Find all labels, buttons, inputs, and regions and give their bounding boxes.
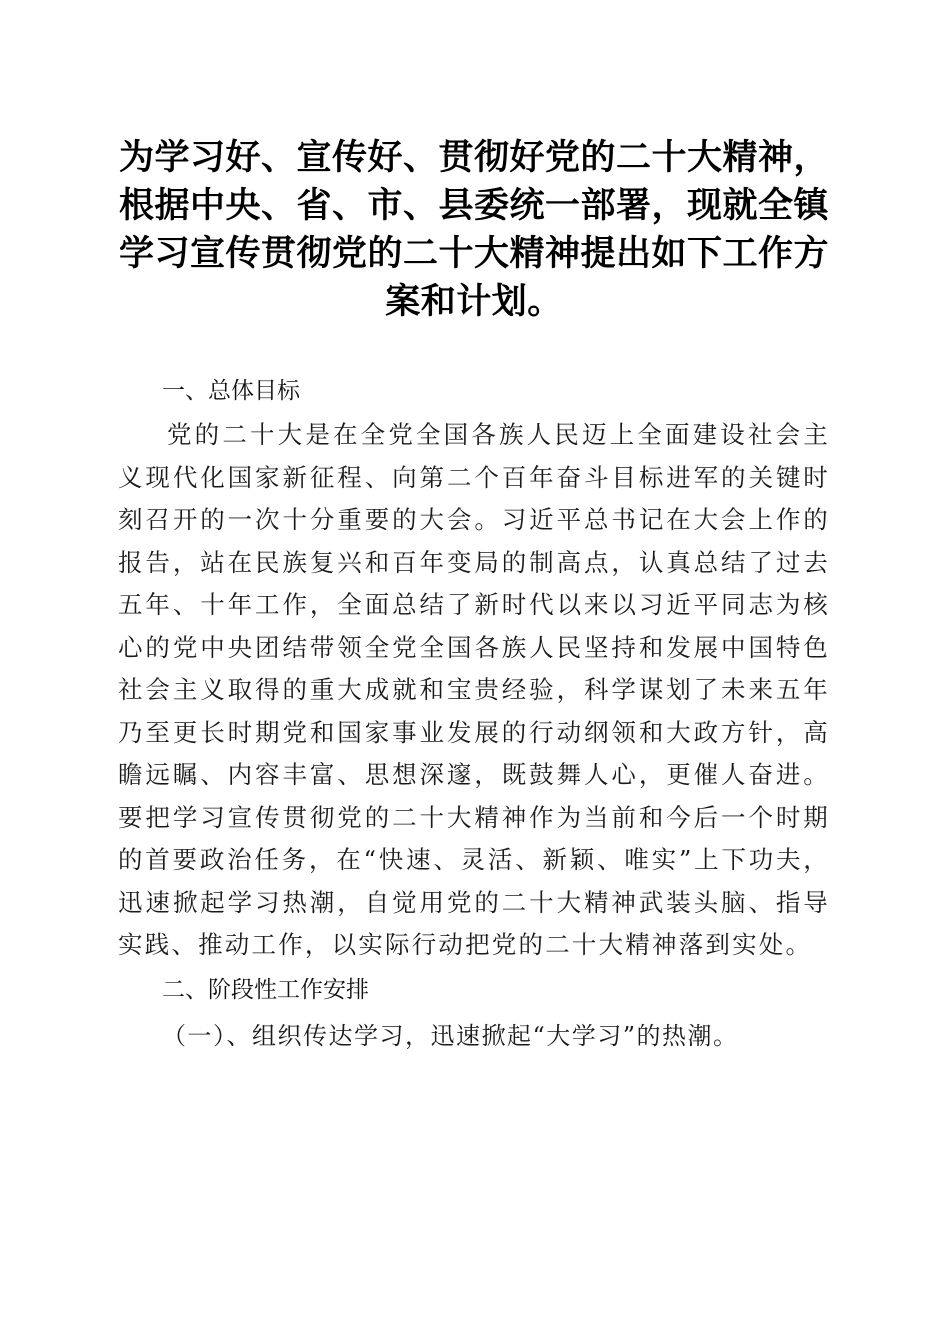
document-body (118, 368, 830, 1059)
document-title: 为学习好、宣传好、贯彻好党的二十大精神，根据中央、省、市、县委统一部署，现就全镇学习宣传贯彻党的二十大精神提出如下工作方案和计划。 (118, 137, 829, 322)
overall-goal-paragraph: 党的二十大是在全党全国各族人民迈上全面建设社会主义现代化国家新征程、向第二个百年奋斗目标进军的关键时刻召开的一次十分重要的大会。习近平总书记在大会上作的报告，站在民族复兴和百年变局的制高点，认真总结了过去五年、十年工作，全面总结了新时代以来以习近平同志为核心的党中央团结带领全党全国各族人民坚持和发展中国特色社会主义取得的重大成就和宝贵经验，科学谋划了未来五年乃至更长时期党和国家事业发展的行动纲领和大政方针，高瞻远瞩、内容丰富、思想深邃，既鼓舞人心，更催人奋进。要把学习宣传贯彻党的二十大精神作为当前和今后一个时期的首要政治任务，在“快速、灵活、新颖、唯实”上下功夫，迅速掀起学习热潮，自觉用党的二十大精神武装头脑、指导实践、推动工作，以实际行动把党的二十大精神落到实处。 (118, 420, 830, 959)
section-heading-phased-arrangement: 二、阶段性工作安排 (162, 976, 369, 1003)
section-heading-overall-goal: 一、总体目标 (162, 378, 300, 404)
subsection-heading-organize-study: （一）、组织传达学习，迅速掀起“大学习”的热潮。 (162, 1021, 739, 1050)
